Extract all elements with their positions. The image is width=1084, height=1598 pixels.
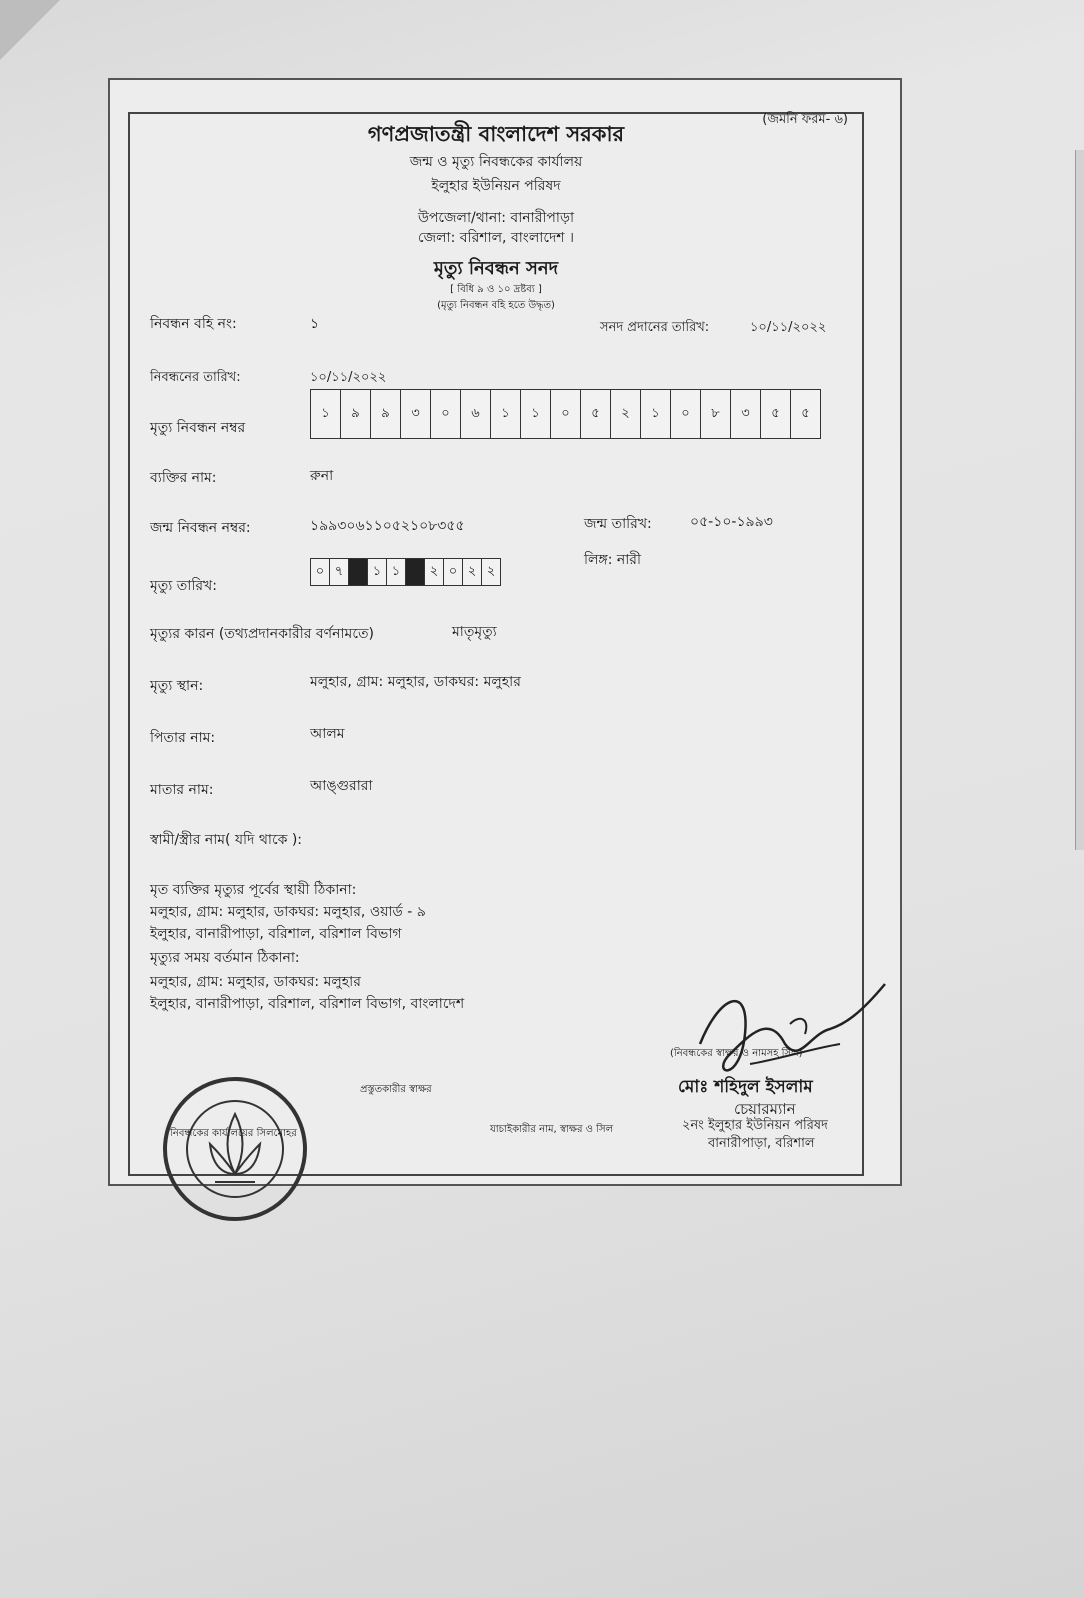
permanent-address-label: মৃত ব্যক্তির মৃত্যুর পূর্বের স্থায়ী ঠিকানা: <box>150 882 357 898</box>
sex-field: লিঙ্গ: নারী <box>584 552 642 568</box>
current-address-line2: ইলুহার, বানারীপাড়া, বরিশাল, বরিশাল বিভাগ, বাংলাদেশ <box>150 996 465 1012</box>
death-reg-number-boxes <box>310 389 821 439</box>
death-place-value: মলুহার, গ্রাম: মলুহার, ডাকঘর: মলুহার <box>310 674 521 690</box>
spouse-label: স্বামী/স্ত্রীর নাম( যদি থাকে ): <box>150 832 303 848</box>
date-digit-box <box>349 559 368 585</box>
death-date-boxes <box>310 558 501 586</box>
verifier-caption: যাচাইকারীর নাম, স্বাক্ষর ও সিল <box>490 1124 614 1135</box>
permanent-address-line1: মলুহার, গ্রাম: মলুহার, ডাকঘর: মলুহার, ওয়ার্ড - ৯ <box>150 904 426 920</box>
date-digit-box: ১ <box>368 559 387 585</box>
source-note: (মৃত্যু নিবন্ধন বহি হতে উদ্ধৃত) <box>437 300 555 311</box>
father-value: আলম <box>310 726 345 742</box>
office-seal-caption: নিবন্ধকের কার্যালয়ের সিলমোহর <box>170 1128 297 1139</box>
birth-reg-label: জন্ম নিবন্ধন নম্বর: <box>150 520 251 536</box>
district: জেলা: বরিশাল, বাংলাদেশ । <box>417 230 575 246</box>
date-digit-box: ২ <box>482 559 500 585</box>
reg-digit-box: ৬ <box>461 390 491 438</box>
reg-digit-box: ২ <box>611 390 641 438</box>
registration-date-value: ১০/১১/২০২২ <box>310 370 387 385</box>
person-name-value: রুনা <box>310 468 334 484</box>
reg-digit-box: ০ <box>431 390 461 438</box>
register-book-value: ১ <box>310 316 320 332</box>
reg-digit-box: ১ <box>311 390 341 438</box>
office-seal-stamp <box>160 1074 310 1224</box>
person-name-label: ব্যক্তির নাম: <box>150 470 217 486</box>
registration-date-label: নিবন্ধনের তারিখ: <box>150 370 241 385</box>
current-address-label: মৃত্যুর সময় বর্তমান ঠিকানা: <box>150 950 300 966</box>
father-label: পিতার নাম: <box>150 730 216 746</box>
reg-digit-box: ৫ <box>761 390 791 438</box>
reg-digit-box: ০ <box>671 390 701 438</box>
issue-date-value: ১০/১১/২০২২ <box>750 320 827 335</box>
date-digit-box: ০ <box>444 559 463 585</box>
current-address-line1: মলুহার, গ্রাম: মলুহার, ডাকঘর: মলুহার <box>150 974 361 990</box>
rule-reference: [ বিধি ৯ ও ১০ দ্রষ্টব্য ] <box>450 284 542 295</box>
register-book-label: নিবন্ধন বহি নং: <box>150 316 237 332</box>
upazila: উপজেলা/থানা: বানারীপাড়া <box>417 210 575 226</box>
reg-digit-box: ৫ <box>581 390 611 438</box>
birth-reg-value: ১৯৯৩০৬১১০৫২১০৮৩৫৫ <box>310 518 465 534</box>
issue-date-label: সনদ প্রদানের তারিখ: <box>600 320 710 335</box>
reg-digit-box: ১ <box>521 390 551 438</box>
date-digit-box: ০ <box>311 559 330 585</box>
chairman-name: মোঃ শহিদুল ইসলাম <box>678 1077 813 1097</box>
reg-digit-box: ৩ <box>731 390 761 438</box>
reg-digit-box: ৩ <box>401 390 431 438</box>
reg-digit-box: ৮ <box>701 390 731 438</box>
mother-label: মাতার নাম: <box>150 782 214 798</box>
birth-date-label: জন্ম তারিখ: <box>584 516 652 532</box>
reg-digit-box: ৯ <box>341 390 371 438</box>
date-digit-box: ৭ <box>330 559 349 585</box>
date-digit-box: ২ <box>425 559 444 585</box>
date-digit-box: ২ <box>463 559 482 585</box>
certificate-page <box>108 78 902 1186</box>
paper-fold-corner <box>0 0 60 60</box>
government-title: গণপ্রজাতন্ত্রী বাংলাদেশ সরকার <box>367 122 625 146</box>
registrar-sign-caption: (নিবন্ধকের স্বাক্ষর ও নামসহ সিল) <box>670 1048 803 1059</box>
certificate-title: মৃত্যু নিবন্ধন সনদ <box>433 258 559 279</box>
office-name: জন্ম ও মৃত্যু নিবন্ধকের কার্যালয় <box>409 154 583 170</box>
reg-digit-box: ০ <box>551 390 581 438</box>
reg-digit-box: ১ <box>641 390 671 438</box>
chairman-place: বানারীপাড়া, বরিশাল <box>708 1136 815 1151</box>
cause-label: মৃত্যুর কারন (তথ্যপ্রদানকারীর বর্ণনামতে) <box>150 626 374 642</box>
cause-value: মাতৃমৃত্যু <box>452 624 497 640</box>
permanent-address-line2: ইলুহার, বানারীপাড়া, বরিশাল, বরিশাল বিভাগ <box>150 926 402 942</box>
death-date-label: মৃত্যু তারিখ: <box>150 578 217 594</box>
union-name: ইলুহার ইউনিয়ন পরিষদ <box>431 178 561 194</box>
reg-digit-box: ৫ <box>791 390 820 438</box>
reg-digit-box: ৯ <box>371 390 401 438</box>
birth-date-value: ০৫-১০-১৯৯৩ <box>690 514 773 530</box>
date-digit-box <box>406 559 425 585</box>
death-place-label: মৃত্যু স্থান: <box>150 678 204 694</box>
chairman-union: ২নং ইলুহার ইউনিয়ন পরিষদ <box>682 1118 828 1133</box>
date-digit-box: ১ <box>387 559 406 585</box>
death-reg-label: মৃত্যু নিবন্ধন নম্বর <box>150 420 246 436</box>
reg-digit-box: ১ <box>491 390 521 438</box>
form-label: (জমনি ফরম- ৬) <box>762 112 848 127</box>
chairman-title: চেয়ারম্যান <box>734 1100 796 1118</box>
certificate-border <box>128 112 864 1176</box>
mother-value: আঙ্গুরারা <box>310 778 373 794</box>
preparer-sign-caption: প্রস্তুতকারীর স্বাক্ষর <box>360 1084 432 1095</box>
adjacent-sheet-edge <box>1075 150 1084 850</box>
